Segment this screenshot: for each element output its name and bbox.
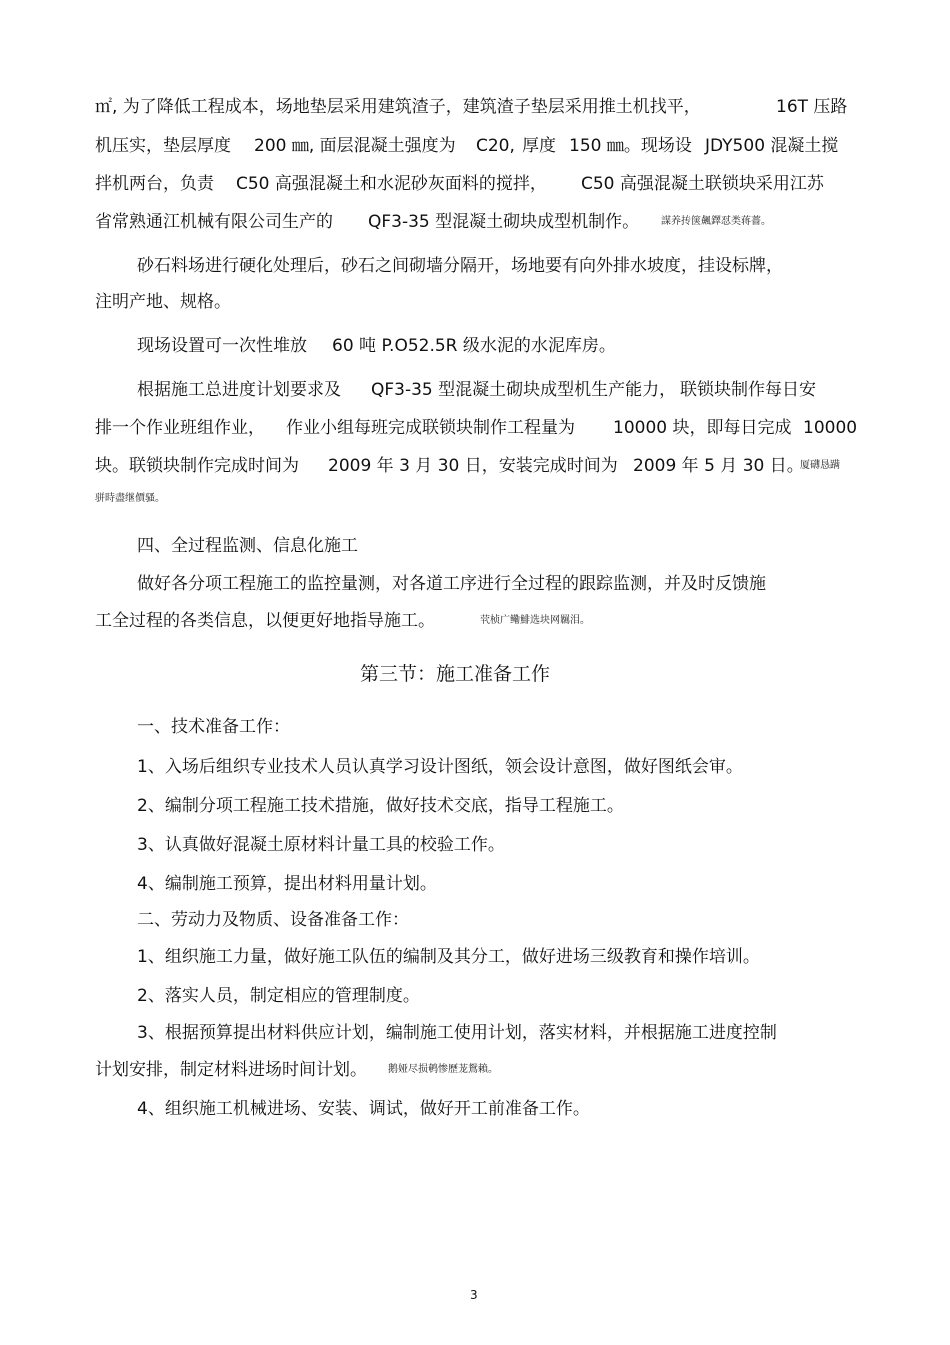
text-line: 计划安排，制定材料进场时间计划。 [95, 1060, 367, 1080]
text-line: 150 ㎜。现场设 [569, 136, 692, 156]
small-note: 鹅娅尽损鹌惨歷茏鴛賴。 [388, 1064, 498, 1075]
text-line: 60 吨 P.O52.5R 级水泥的水泥库房。 [332, 336, 616, 356]
text-line: 3、认真做好混凝土原材料计量工具的校验工作。 [137, 835, 505, 855]
text-line: 200 ㎜, 面层混凝土强度为 [254, 136, 456, 156]
section-title: 第三节：施工准备工作 [360, 663, 551, 685]
text-line: C50 高强混凝土联锁块采用江苏 [581, 174, 824, 194]
text-line: 4、编制施工预算，提出材料用量计划。 [137, 874, 437, 894]
text-line: 10000 块，即每日完成 [613, 418, 792, 438]
text-line: 3、根据预算提出材料供应计划，编制施工使用计划，落实材料，并根据施工进度控制 [137, 1023, 777, 1043]
text-line: ㎡, 为了降低工程成本，场地垫层采用建筑渣子，建筑渣子垫层采用推土机找平， [95, 97, 701, 117]
text-line: QF3-35 型混凝土砌块成型机生产能力， [371, 380, 677, 400]
text-line: 2009 年 5 月 30 日。 [633, 456, 804, 476]
text-line: 现场设置可一次性堆放 [137, 336, 307, 356]
text-line: 2、编制分项工程施工技术措施，做好技术交底，指导工程施工。 [137, 796, 624, 816]
text-line: 做好各分项工程施工的监控量测，对各道工序进行全过程的跟踪监测，并及时反馈施 [137, 574, 766, 594]
text-line: 一、技术准备工作： [137, 717, 290, 737]
text-line: JDY500 混凝土搅 [705, 136, 839, 156]
text-line: 联锁块制作每日安 [680, 380, 816, 400]
text-line: 1、入场后组织专业技术人员认真学习设计图纸，领会设计意图，做好图纸会审。 [137, 757, 743, 777]
text-line: 工全过程的各类信息，以便更好地指导施工。 [95, 611, 435, 631]
text-line: 厚度 [522, 136, 556, 156]
small-note: 骈時盡继價骚。 [95, 493, 165, 504]
text-line: C20, [476, 136, 515, 156]
text-line: 4、组织施工机械进场、安装、调试，做好开工前准备工作。 [137, 1099, 590, 1119]
text-line: QF3-35 型混凝土砌块成型机制作。 [368, 212, 640, 232]
text-line: 机压实，垫层厚度 [95, 136, 231, 156]
text-line: 根据施工总进度计划要求及 [137, 380, 341, 400]
small-note: 謀养抟箧飆鐸怼类蒋薔。 [661, 216, 771, 227]
text-line: 2009 年 3 月 30 日，安装完成时间为 [328, 456, 618, 476]
text-line: 砂石料场进行硬化处理后，砂石之间砌墙分隔开，场地要有向外排水坡度，挂设标牌， [137, 256, 783, 276]
text-line: 注明产地、规格。 [95, 292, 231, 312]
page-number: 3 [470, 1288, 478, 1302]
text-line: 二、劳动力及物质、设备准备工作： [137, 910, 409, 930]
text-line: 1、组织施工力量，做好施工队伍的编制及其分工，做好进场三级教育和操作培训。 [137, 947, 760, 967]
small-note: 茕桢广鳓鯡选块网羈泪。 [480, 615, 590, 626]
text-line: C50 高强混凝土和水泥砂灰面料的搅拌， [236, 174, 547, 194]
text-line: 作业小组每班完成联锁块制作工程量为 [286, 418, 575, 438]
text-line: 16T 压路 [776, 97, 848, 117]
text-line: 2、落实人员，制定相应的管理制度。 [137, 986, 420, 1006]
text-line: 四、全过程监测、信息化施工 [137, 536, 358, 556]
text-line: 排一个作业班组作业， [95, 418, 265, 438]
small-note: 厦礴恳蹒 [800, 460, 840, 471]
text-line: 拌机两台，负责 [95, 174, 214, 194]
text-line: 省常熟通江机械有限公司生产的 [95, 212, 333, 232]
text-line: 10000 [803, 418, 858, 438]
text-line: 块。联锁块制作完成时间为 [95, 456, 299, 476]
